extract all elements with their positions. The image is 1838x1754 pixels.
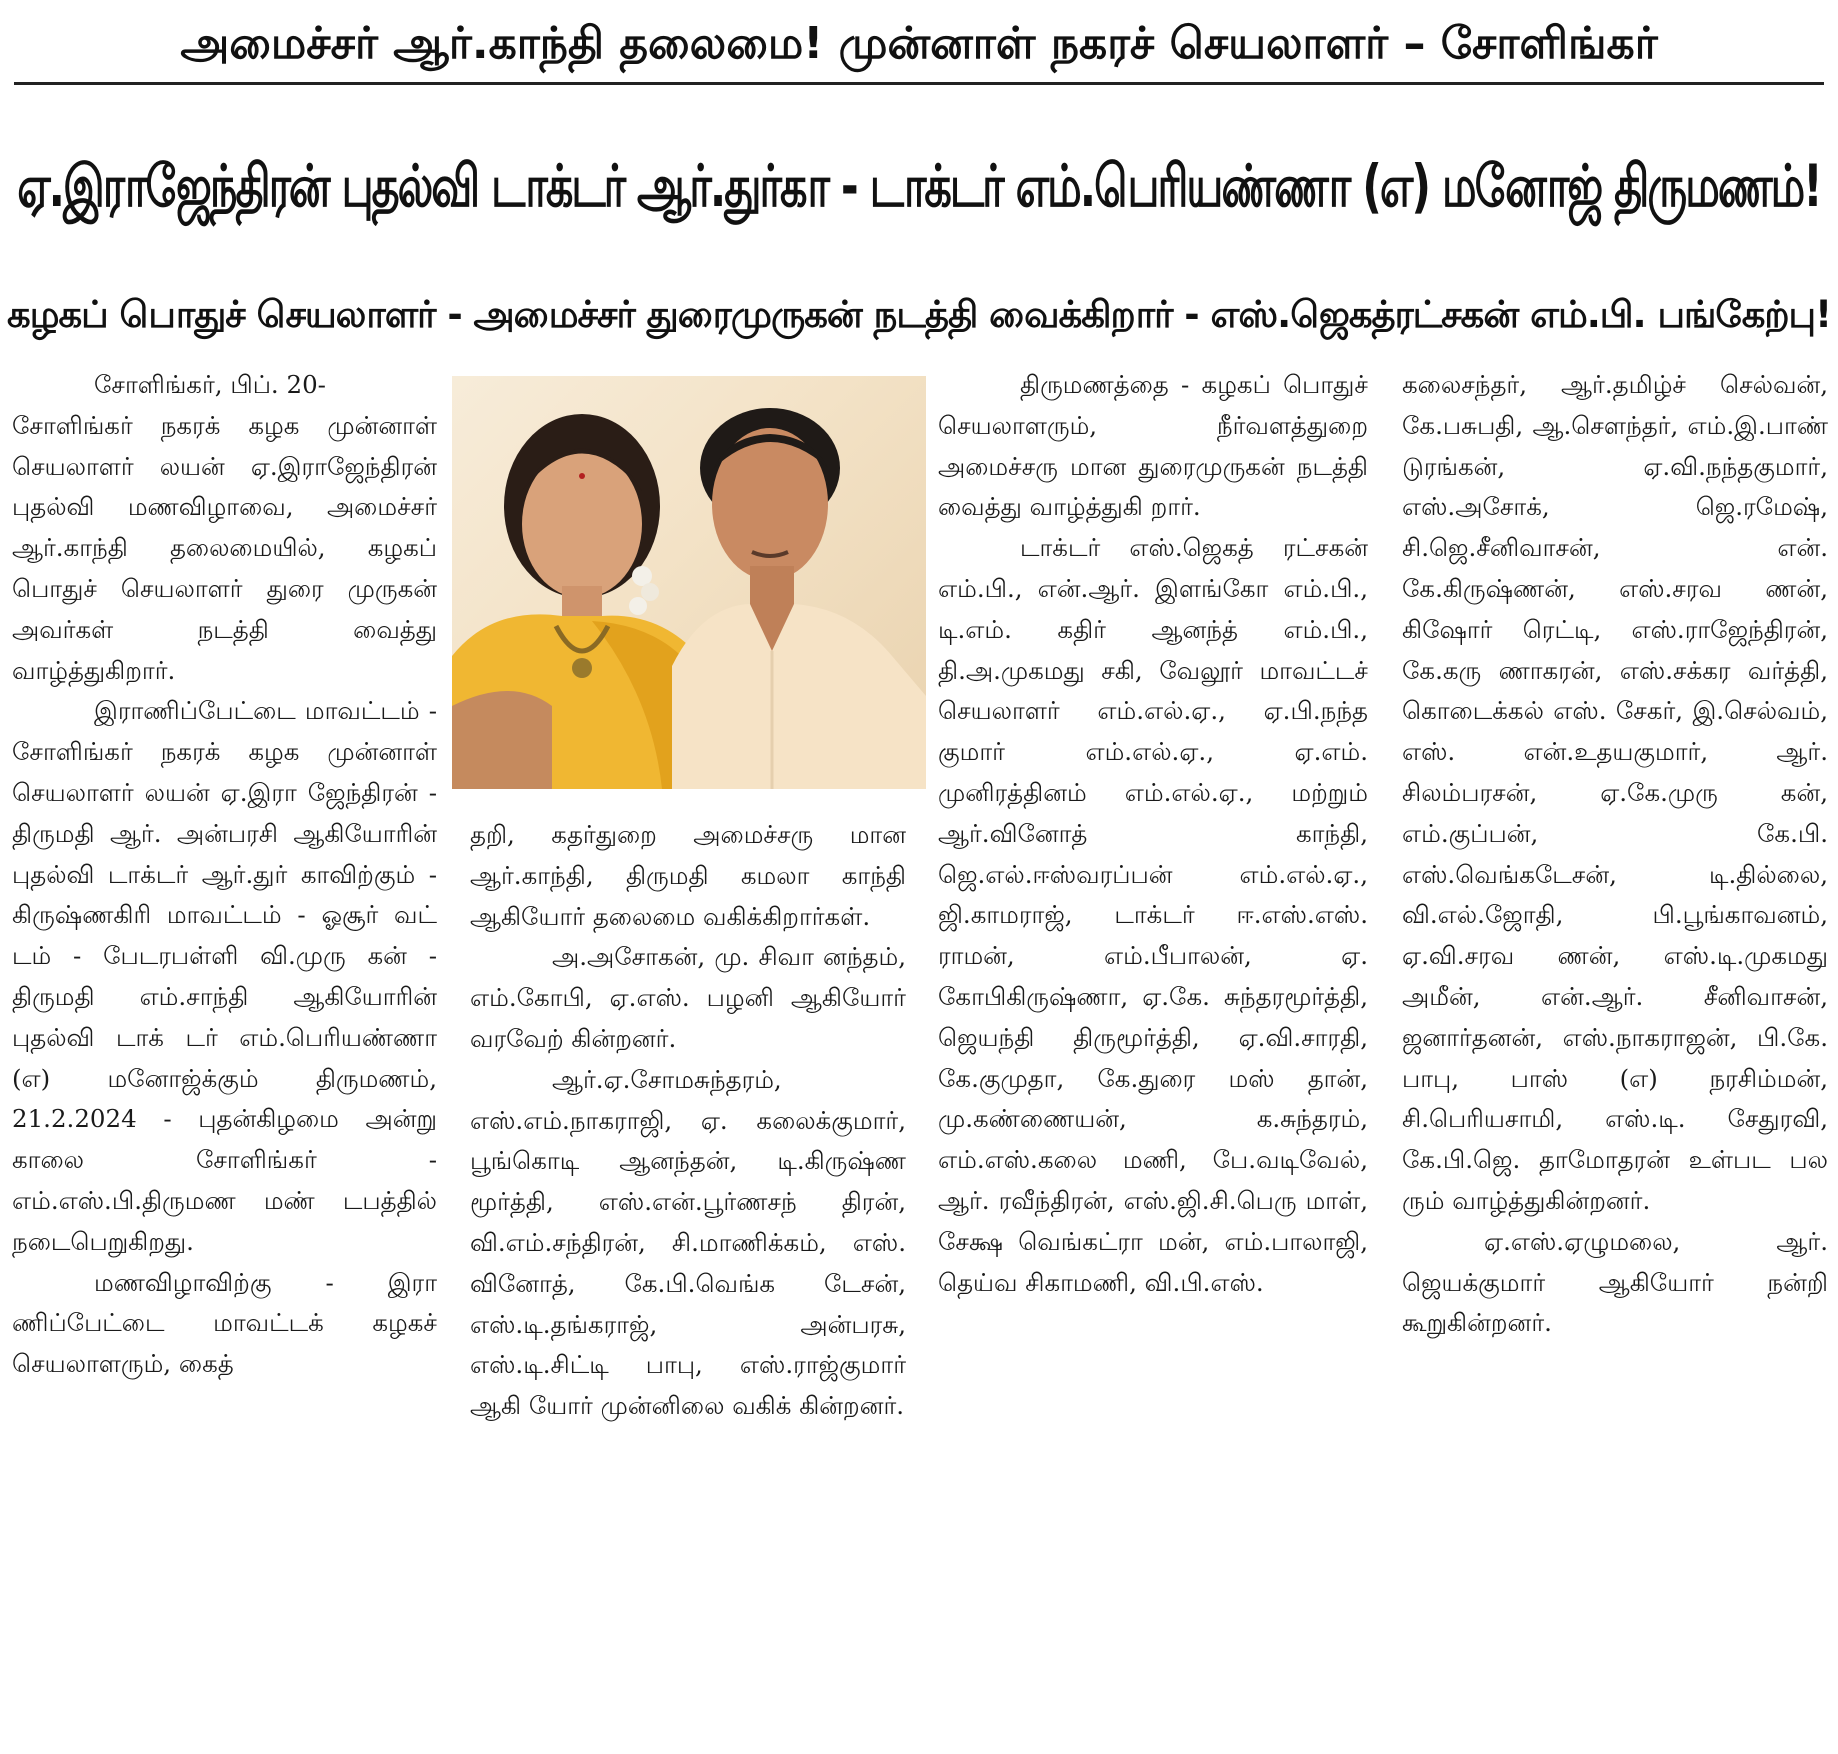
article-column-1 [12, 365, 437, 1740]
article-paragraph: திருமணத்தை - கழகப் பொதுச் செயலாளரும், நீர்வளத்துறை அமைச்சரு மான துரைமுருகன் நடத்தி வைத்து வாழ்த்துகி றார். [938, 370, 1368, 522]
article-paragraph: ஏ.எஸ்.ஏழுமலை, ஆர். ஜெயக்குமார் ஆகியோர் நன்றி கூறுகின்றனர். [1402, 1226, 1828, 1338]
wedding-couple-photo [452, 376, 926, 789]
article-paragraph: அ.அசோகன், மு. சிவா னந்தம், எம்.கோபி, ஏ.எஸ். பழனி ஆகியோர் வரவேற் கின்றனர். [470, 942, 906, 1053]
article-column-3 [938, 365, 1368, 1740]
article-paragraph: ஆர்.ஏ.சோமசுந்தரம், எஸ்.எம்.நாகராஜி, ஏ. கலைக்குமார், பூங்கொடி ஆனந்தன், டி.கிருஷ்ண மூர்த்தி, எஸ்.என்.பூர்ணசந் திரன், வி.எம்.சந்திரன், சி.மாணிக்கம், எஸ். வினோத், கே.பி.வெங்க டேசன், எஸ்.டி.தங்கராஜ், அன்பரசு, எஸ்.டி.சிட்டி பாபு, எஸ்.ராஜ்குமார் ஆகி யோர் முன்னிலை வகிக் கின்றனர். [470, 1064, 906, 1421]
sub-headline: கழகப் பொதுச் செயலாளர் - அமைச்சர் துரைமுருகன் நடத்தி வைக்கிறார் - எஸ்.ஜெகத்ரட்சகன் எம்.பி. பங்கேற்பு! [7, 293, 1831, 336]
kicker-headline: அமைச்சர் ஆர்.காந்தி தலைமை! முன்னாள் நகரச் செயலாளர் – சோளிங்கர் [180, 18, 1658, 69]
main-headline: ஏ.இராஜேந்திரன் புதல்வி டாக்டர் ஆர்.துர்கா - டாக்டர் எம்.பெரியண்ணா (எ) மனோஜ் திருமணம்! [17, 153, 1821, 221]
article-paragraph: சோளிங்கர் நகரக் கழக முன்னாள் செயலாளர் லயன் ஏ.இராஜேந்திரன் புதல்வி மணவிழாவை, அமைச்சர் ஆர்.காந்தி தலைமையில், கழகப் பொதுச் செயலாளர் துரை முருகன் அவர்கள் நடத்தி வைத்து வாழ்த்துகிறார். [12, 410, 437, 685]
article-paragraph: தறி, கதர்துறை அமைச்சரு மான ஆர்.காந்தி, திருமதி கமலா காந்தி ஆகியோர் தலைமை வகிக்கிறார்கள். [470, 820, 906, 931]
article-paragraph: மணவிழாவிற்கு - இரா ணிப்பேட்டை மாவட்டக் கழகச் செயலாளரும், கைத் [12, 1267, 437, 1379]
article-dateline: சோளிங்கர், பிப். 20- [94, 370, 326, 399]
article-column-2 [470, 815, 906, 1740]
article-paragraph: கலைசந்தர், ஆர்.தமிழ்ச் செல்வன், கே.பசுபதி, ஆ.சௌந்தர், எம்.இ.பாண் டுரங்கன், ஏ.வி.நந்தகுமார், எஸ்.அசோக், ஜெ.ரமேஷ், சி.ஜெ.சீனிவாசன், என். கே.கிருஷ்ணன், எஸ்.சரவ ணன், கிஷோர் ரெட்டி, எஸ்.ராஜேந்திரன், கே.கரு ணாகரன், எஸ்.சக்கர வர்த்தி, கொடைக்கல் எஸ். சேகர், இ.செல்வம், எஸ். என்.உதயகுமார், ஆர். சிலம்பரசன், ஏ.கே.முரு கன், எம்.குப்பன், கே.பி. எஸ்.வெங்கடேசன், டி.தில்லை, வி.எல்.ஜோதி, பி.பூங்காவனம், ஏ.வி.சரவ ணன், எஸ்.டி.முகமது அமீன், என்.ஆர். சீனிவாசன், ஜனார்தனன், எஸ்.நாகராஜன், பி.கே. பாபு, பாஸ் (எ) நரசிம்மன், சி.பெரியசாமி, எஸ்.டி. சேதுரவி, கே.பி.ஜெ. தாமோதரன் உள்பட பல ரும் வாழ்த்துகின்றனர். [1402, 370, 1828, 1215]
article-column-4 [1402, 365, 1828, 1740]
article-paragraph: இராணிப்பேட்டை மாவட்டம் - சோளிங்கர் நகரக் கழக முன்னாள் செயலாளர் லயன் ஏ.இரா ஜேந்திரன் - திருமதி ஆர். அன்பரசி ஆகியோரின் புதல்வி டாக்டர் ஆர்.துர் காவிற்கும் - கிருஷ்ணகிரி மாவட்டம் - ஓசூர் வட் டம் - பேடரபள்ளி வி.முரு கன் - திருமதி எம்.சாந்தி ஆகியோரின் புதல்வி டாக் டர் எம்.பெரியண்ணா (எ) மனோஜ்க்கும் திருமணம், 21.2.2024 - புதன்கிழமை அன்று காலை சோளிங்கர் - எம்.எஸ்.பி.திருமண மண் டபத்தில் நடைபெறுகிறது. [12, 696, 437, 1256]
headline-rule [14, 82, 1824, 85]
article-paragraph: டாக்டர் எஸ்.ஜெகத் ரட்சகன் எம்.பி., என்.ஆர். இளங்கோ எம்.பி., டி.எம். கதிர் ஆனந்த் எம்.பி., தி.அ.முகமது சகி, வேலூர் மாவட்டச் செயலாளர் எம்.எல்.ஏ., ஏ.பி.நந்த குமார் எம்.எல்.ஏ., ஏ.எம். முனிரத்தினம் எம்.எல்.ஏ., மற்றும் ஆர்.வினோத் காந்தி, ஜெ.எல்.ஈஸ்வரப்பன் எம்.எல்.ஏ., ஜி.காமராஜ், டாக்டர் ஈ.எஸ்.எஸ். ராமன், எம்.பீபாலன், ஏ. கோபிகிருஷ்ணா, ஏ.கே. சுந்தரமூர்த்தி, ஜெயந்தி திருமூர்த்தி, ஏ.வி.சாரதி, கே.குமுதா, கே.துரை மஸ் தான், மு.கண்ணையன், க.சுந்தரம், எம்.எஸ்.கலை மணி, பே.வடிவேல், ஆர். ரவீந்திரன், எஸ்.ஜி.சி.பெரு மாள், சேக்ஷ வெங்கட்ரா மன், எம்.பாலாஜி, தெய்வ சிகாமணி, வி.பி.எஸ். [938, 533, 1368, 1297]
